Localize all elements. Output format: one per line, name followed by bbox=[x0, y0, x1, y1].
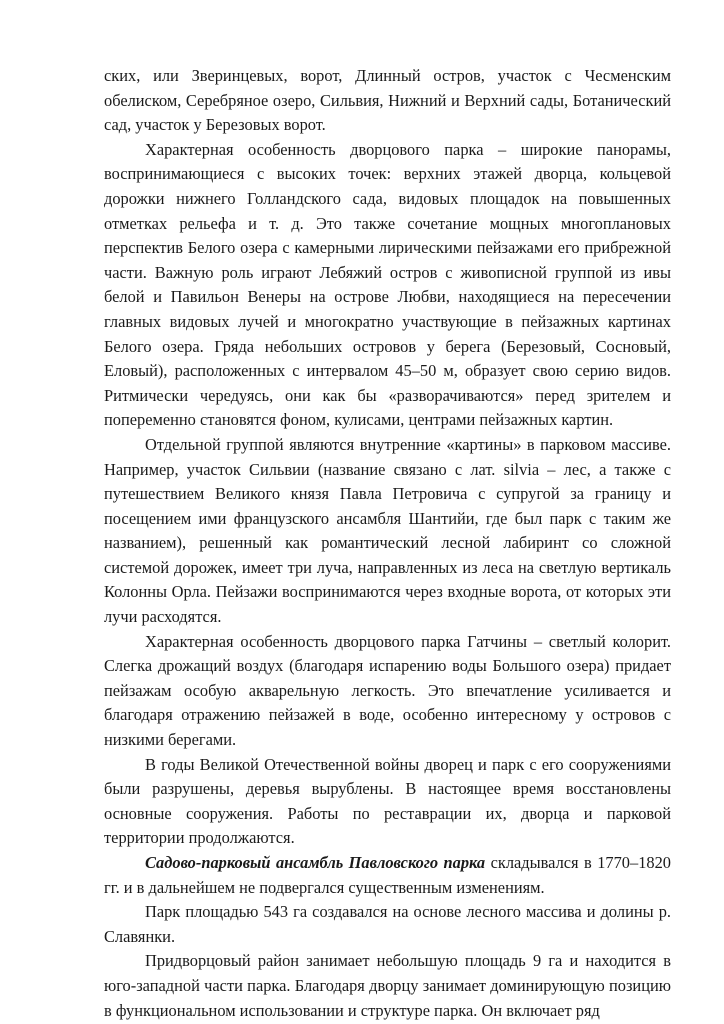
paragraph-war-years: В годы Великой Отечественной войны дворец и парк с его сооружениями были разрушены, деревья вырублены. В настоящее время восстановлены основные сооружения. Работы по реставрации их, дворца и парковой территории продолжаются. bbox=[104, 754, 671, 848]
pavlovsk-lead-heading: Садово-парковый ансамбль Павловского парка bbox=[145, 853, 486, 872]
paragraph-palace-district: Придворцовый район занимает небольшую площадь 9 га и находится в юго-западной части парка. Благодаря дворцу занимает доминирующую позицию в функциональном использовании и структуре парка. Он включает ряд bbox=[104, 951, 671, 1020]
pavlovsk-intro-text: складывался в 1770–1820 гг. и в дальнейшем не подвергался существенным изменениям. bbox=[104, 853, 671, 897]
paragraph-light-colorite: Характерная особенность дворцового парка Гатчины – светлый колорит. Слегка дрожащий воздух (благодаря испарению воды Большого озера) придает пейзажам особую акварельную легкость. Это впечатление усиливается и благодаря отражению пейзажей в воде, особенно интересному у островов с низкими берегами. bbox=[104, 631, 671, 750]
paragraph-internal-pictures: Отдельной группой являются внутренние «картины» в парковом массиве. Например, участок Сильвии (название связано с лат. silvia – лес, а также с путешествием Великого князя Павла Петровича с супругой за границу и посещением ими французского ансамбля Шантийи, где был парк с таким же названием), решенный как романтический лесной лабиринт со сложной системой дорожек, имеет три луча, направленных из леса на светлую вертикаль Колонны Орла. Пейзажи воспринимаются через входные ворота, от которых эти лучи расходятся. bbox=[104, 434, 671, 627]
paragraph-continuation: ских, или Зверинцевых, ворот, Длинный остров, участок с Чесменским обелиском, Серебряное озеро, Сильвия, Нижний и Верхний сады, Ботанический сад, участок у Березовых ворот. bbox=[104, 66, 671, 135]
paragraph-park-area: Парк площадью 543 га создавался на основе лесного массива и долины р. Славянки. bbox=[104, 902, 671, 946]
paragraph-pavlovsk-intro bbox=[104, 851, 671, 900]
body-text bbox=[104, 64, 671, 1023]
paragraph-panoramas: Характерная особенность дворцового парка – широкие панорамы, воспринимающиеся с высоких точек: верхних этажей дворца, кольцевой дорожки нижнего Голландского сада, видовых площадок на повышенных отметках рельефа и т. д. Это также сочетание мощных многоплановых перспектив Белого озера с камерными лирическими пейзажами его прибрежной части. Важную роль играют Лебяжий остров с живописной группой из ивы белой и Павильон Венеры на острове Любви, находящиеся на пересечении главных видовых лучей и многократно участвующие в пейзажных картинах Белого озера. Гряда небольших островов у берега (Березовый, Сосновый, Еловый), расположенных с интервалом 45–50 м, образует свою серию видов. Ритмически чередуясь, они как бы «разворачиваются» перед зрителем и попеременно становятся фоном, кулисами, центрами пейзажных картин. bbox=[104, 139, 671, 430]
